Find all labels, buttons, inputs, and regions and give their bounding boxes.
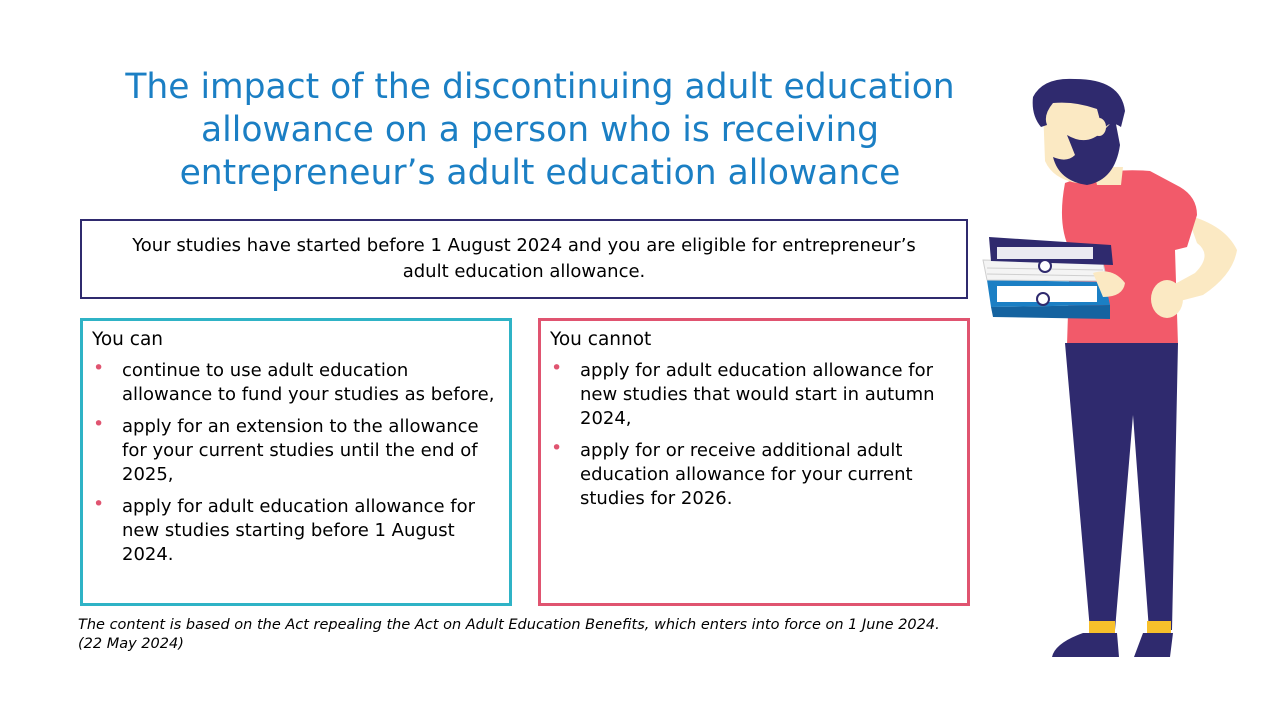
you-can-heading: You can bbox=[92, 329, 164, 350]
man-holding-binders-illustration bbox=[975, 75, 1265, 675]
you-cannot-box bbox=[538, 318, 970, 606]
list-item-text: continue to use adult education allowance to fund your studies as before, bbox=[122, 360, 495, 405]
list-item bbox=[92, 415, 500, 487]
page-title: The impact of the discontinuing adult education allowance on a person who is receiving entrepreneur’s adult education allowance bbox=[125, 67, 955, 193]
bullet-icon: • bbox=[93, 493, 105, 515]
list-item bbox=[92, 495, 500, 567]
list-item-text: apply for an extension to the allowance for your current studies until the end of 2025, bbox=[122, 416, 479, 485]
bullet-icon: • bbox=[551, 437, 563, 459]
list-item-text: apply for or receive additional adult education allowance for your current studies for 2026. bbox=[580, 440, 913, 509]
you-can-list bbox=[92, 359, 500, 567]
bullet-icon: • bbox=[93, 413, 105, 435]
list-item-text: apply for adult education allowance for new studies starting before 1 August 2024. bbox=[122, 496, 476, 565]
intro-text: Your studies have started before 1 August 2024 and you are eligible for entrepreneur’s adult education allowance. bbox=[132, 235, 916, 282]
list-item bbox=[550, 359, 958, 431]
you-cannot-heading: You cannot bbox=[550, 329, 652, 350]
list-item-text: apply for adult education allowance for new studies that would start in autumn 2024, bbox=[580, 360, 935, 429]
intro-box bbox=[80, 219, 968, 299]
you-cannot-list bbox=[550, 359, 958, 511]
list-item bbox=[92, 359, 500, 407]
bullet-icon: • bbox=[93, 357, 105, 379]
footnote-line: The content is based on the Act repealing the Act on Adult Education Benefits, which enters into force on 1 June 2024. bbox=[78, 617, 940, 633]
footnote bbox=[78, 616, 1078, 654]
bullet-icon: • bbox=[551, 357, 563, 379]
footnote-date: (22 May 2024) bbox=[78, 636, 184, 652]
you-can-box bbox=[80, 318, 512, 606]
list-item bbox=[550, 439, 958, 511]
